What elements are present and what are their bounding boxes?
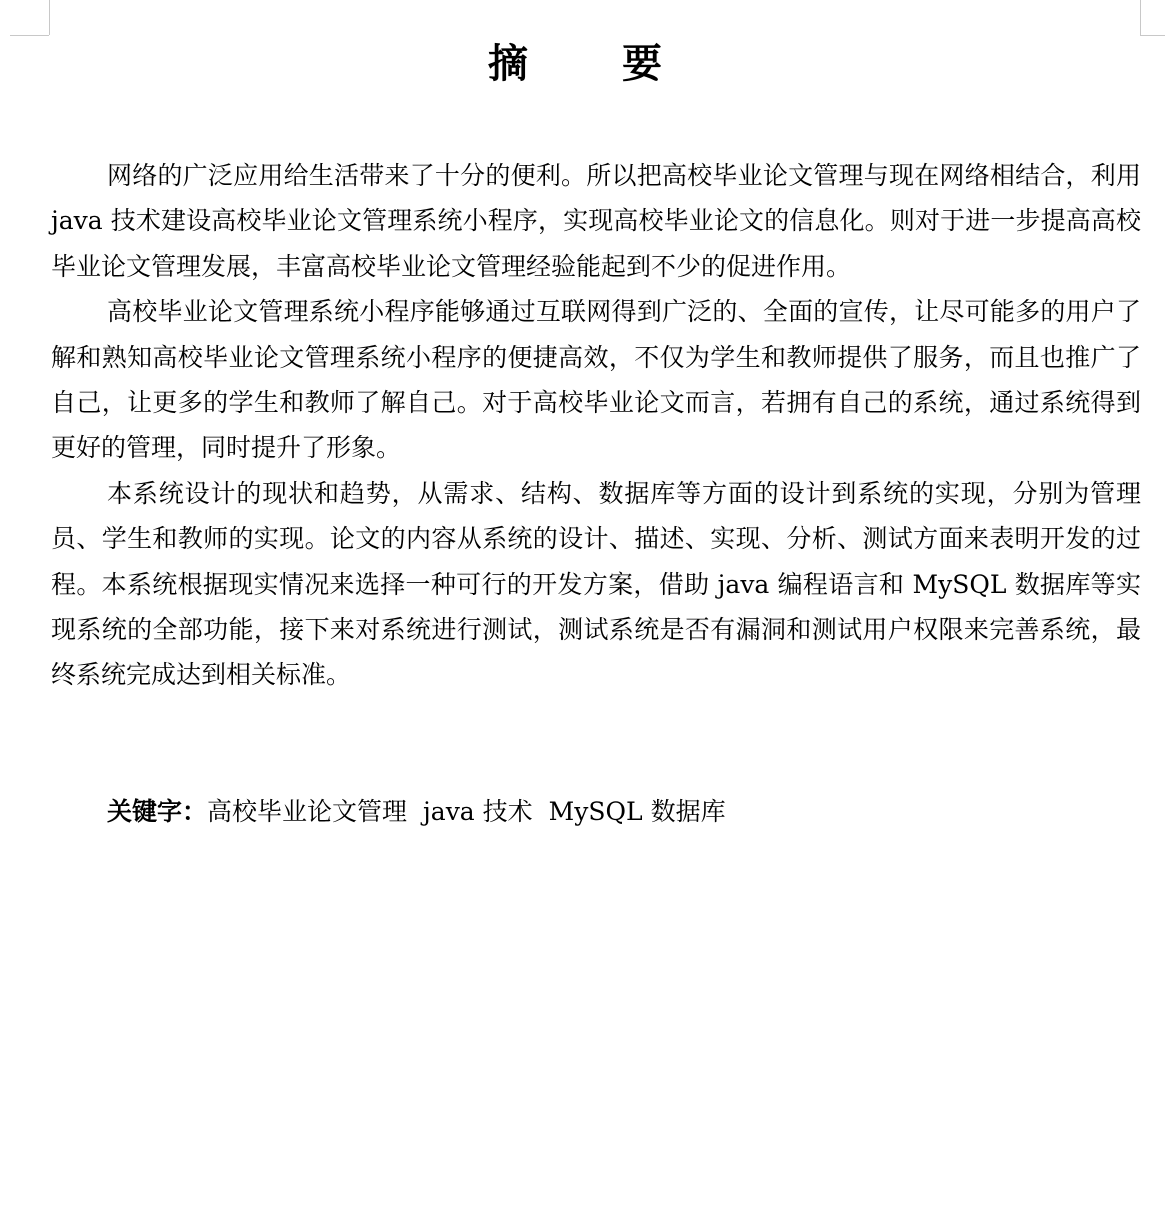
crop-mark-top-right-horizontal bbox=[1140, 35, 1165, 36]
keywords-line bbox=[107, 789, 742, 834]
keyword-item: MySQL 数据库 bbox=[548, 797, 726, 826]
keywords-label: 关键字： bbox=[107, 797, 208, 826]
abstract-paragraph-2: 高校毕业论文管理系统小程序能够通过互联网得到广泛的、全面的宣传，让尽可能多的用户了解和熟知高校毕业论文管理系统小程序的便捷高效，不仅为学生和教师提供了服务，而且也推广了自己，让更多的学生和教师了解自己。对于高校毕业论文而言，若拥有自己的系统，通过系统得到更好的管理，同时提升了形象。 bbox=[51, 297, 1141, 463]
keyword-item: 高校毕业论文管理 bbox=[207, 797, 408, 826]
abstract-body bbox=[51, 153, 1141, 698]
keyword-item: java 技术 bbox=[423, 797, 533, 826]
abstract-paragraph-3: 本系统设计的现状和趋势，从需求、结构、数据库等方面的设计到系统的实现，分别为管理员、学生和教师的实现。论文的内容从系统的设计、描述、实现、分析、测试方面来表明开发的过程。本系统根据现实情况来选择一种可行的开发方案，借助 java 编程语言和 MySQL 数据库等实现系统的全部功能，接下来对系统进行测试，测试系统是否有漏洞和测试用户权限来完善系统，最终系统完成达到相关标准。 bbox=[51, 478, 1141, 690]
crop-mark-top-left-horizontal bbox=[10, 35, 49, 36]
crop-mark-top-left-vertical bbox=[49, 0, 50, 35]
abstract-paragraph-1: 网络的广泛应用给生活带来了十分的便利。所以把高校毕业论文管理与现在网络相结合，利用 java 技术建设高校毕业论文管理系统小程序，实现高校毕业论文的信息化。则对于进一步提高高校毕业论文管理发展，丰富高校毕业论文管理经验能起到不少的促进作用。 bbox=[51, 161, 1141, 281]
crop-mark-top-right-vertical bbox=[1140, 0, 1141, 35]
abstract-title: 摘 要 bbox=[488, 40, 702, 87]
